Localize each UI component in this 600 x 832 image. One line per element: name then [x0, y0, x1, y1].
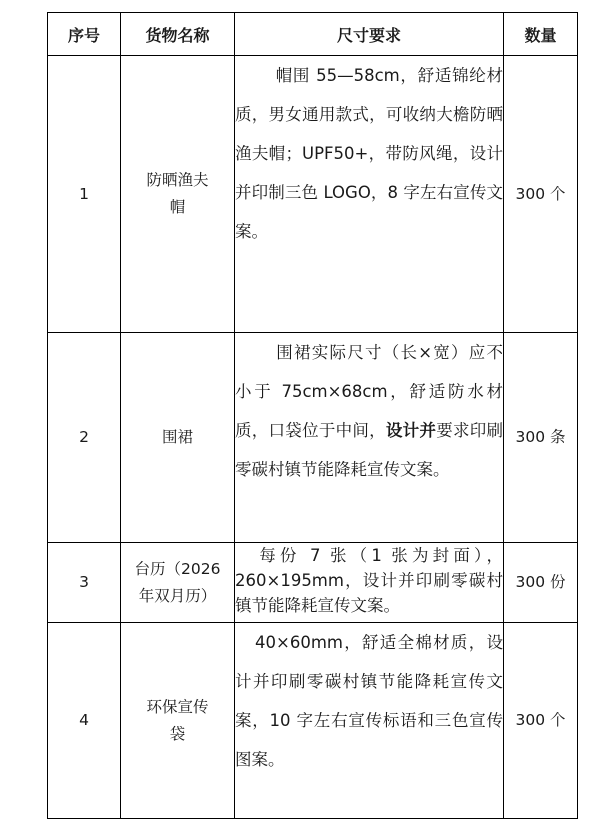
row-number: 3 [48, 543, 121, 623]
item-spec [235, 543, 504, 623]
item-spec [235, 333, 504, 543]
item-spec-text-cont: 要求印刷零碳村镇节能降耗宣传文案。 [235, 421, 504, 479]
header-no: 序号 [48, 13, 121, 56]
item-name [121, 333, 235, 543]
table-row [48, 543, 578, 623]
item-name-line-1: 防晒渔夫 [146, 171, 209, 189]
row-number: 1 [48, 56, 121, 333]
table-row [48, 56, 578, 333]
header-row [48, 13, 578, 56]
row-number: 4 [48, 623, 121, 819]
item-qty: 300 个 [504, 623, 578, 819]
item-spec [235, 623, 504, 819]
item-spec-text: 围裙实际尺寸（长×宽）应不小于 75cm×68cm，舒适防水材质，口袋位于中间， [235, 343, 503, 440]
item-name-line-1: 环保宣传 [146, 697, 209, 716]
item-spec-text: 每份 7 张（1 张为封面），260×195mm，设计并印刷零碳村镇节能降耗宣传文案。 [235, 546, 503, 615]
row-number: 2 [48, 333, 121, 543]
item-name-line-2: 帽 [169, 198, 186, 216]
item-qty: 300 个 [504, 56, 578, 333]
item-name-line-1: 围裙 [161, 428, 193, 446]
header-qty: 数量 [504, 13, 578, 56]
item-name-line-2: 袋 [169, 724, 186, 743]
item-qty: 300 条 [504, 333, 578, 543]
header-name: 货物名称 [121, 13, 235, 56]
item-spec [235, 56, 504, 333]
table-row [48, 333, 578, 543]
item-spec-text: 40×60mm，舒适全棉材质，设计并印刷零碳村镇节能降耗宣传文案，10 字左右宣传标语和三色宣传图案。 [235, 633, 503, 769]
item-name [121, 543, 235, 623]
item-name [121, 623, 235, 819]
header-spec: 尺寸要求 [235, 13, 504, 56]
item-spec-text: 帽围 55—58cm，舒适锦纶材质，男女通用款式，可收纳大檐防晒渔夫帽；UPF50+，带防风绳，设计并印制三色 LOGO，8 字左右宣传文案。 [235, 66, 503, 241]
item-spec-bold: 设计并 [385, 421, 437, 440]
table-row [48, 623, 578, 819]
goods-table [47, 12, 578, 819]
item-name [121, 56, 235, 333]
item-qty: 300 份 [504, 543, 578, 623]
item-name-line-2: 年双月历） [138, 586, 217, 605]
item-name-line-1: 台历（2026 [134, 559, 221, 578]
